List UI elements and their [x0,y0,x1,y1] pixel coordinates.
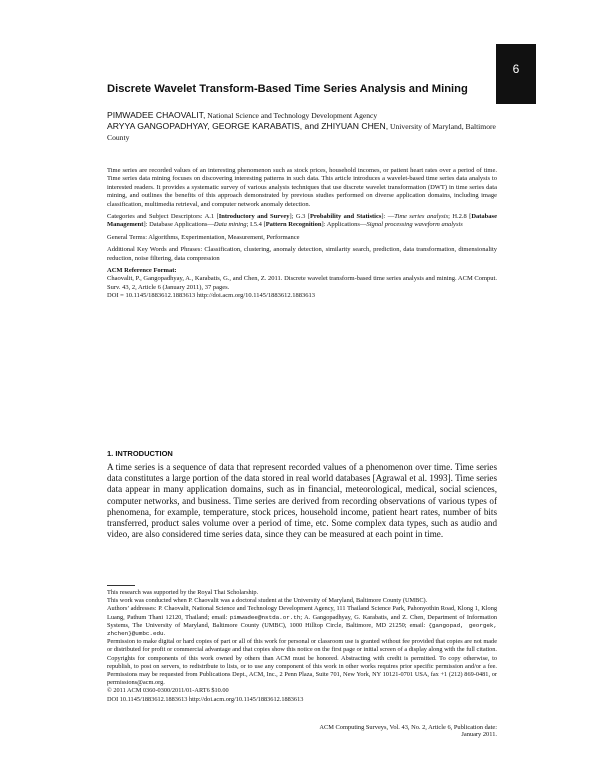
reference-line: Chaovalit, P., Gangopadhyay, A., Karabatis, G., and Chen, Z. 2011. Discrete wavelet transform-based time series analysis and mining. ACM Comput. Surv. 43, 2, Article 6 (January 2011), 37 pages. [107,275,497,291]
address-note [107,605,497,638]
email-link[interactable]: pimwadee@nstda.or.th [229,613,301,621]
support-note: This research was supported by the Royal Thai Scholarship. [107,589,259,596]
author-affiliation-1: National Science and Technology Development Agency [205,111,378,120]
copyright-line: © 2011 ACM 0360-0300/2011/01-ART6 $10.00 [107,687,229,695]
address-text: . [163,630,166,638]
abstract-text: Time series are recorded values of an interesting phenomenon such as stock prices, household incomes, or patient heart rates over a period of time. Time series data mining focuses on discovering interesting patterns in such data. This article introduces a wavelet-based time series data analysis to interested readers. It provides a systematic survey of various analysis techniques that use discrete wavelet transformation (DWT) in time series data mining, and outlines the benefits of this approach demonstrated by previous studies performed on diverse application domains, including image classification, multimedia retrieval, and computer network anomaly detection. [107,167,497,208]
author-name-2: ARYYA GANGOPADHYAY, GEORGE KARABATIS, and ZHIYUAN CHEN, [107,121,389,131]
running-footer: ACM Computing Surveys, Vol. 43, No. 2, Article 6, Publication date: January 2011. [319,724,497,738]
page-number-tab [496,44,536,104]
reference-heading: ACM Reference Format: [107,267,177,275]
permission-note: Permission to make digital or hard copies of part or all of this work for personal or classroom use is granted without fee provided that copies are not made or distributed for profit or commercial advantage and that copies show this notice on the first page or initial screen of a display along with the full citation. Copyrights for components of this work owned by others than ACM must be honored. Abstracting with credit is permitted. To copy otherwise, to republish, to post on servers, to redistribute to lists, or to use any component of this work in other works requires prior specific permission and/or a fee. Permissions may be requested from Publications Dept., ACM, Inc., 2 Penn Plaza, Suite 701, New York, NY 10121-0701 USA, fax +1 (212) 869-0481, or permissions@acm.org. [107,638,497,687]
categories-text: ; H.2.8 [ [448,213,472,221]
categories-text: ]: Database Applications— [143,221,214,229]
general-terms: General Terms: Algorithms, Experimentation, Measurement, Performance [107,233,300,241]
categories-text: ; I.5.4 [ [246,221,266,229]
footnotes [107,589,497,704]
work-note: This work was conducted when P. Chaovalit was a doctoral student at the University of Maryland, Baltimore County (UMBC). [107,597,428,605]
author-affiliation-2: University of Maryland, Baltimore County [107,122,496,142]
page-number: 6 [512,62,520,76]
section-heading: 1. INTRODUCTION [107,449,173,458]
intro-paragraph: A time series is a sequence of data that represent recorded values of a phenomenon over time. Time series data constitutes a large portion of the data stored in real world databases [Agrawal et al. 1993]. Time series data appear in many application domains, such as in financial, meteorological, medical, social sciences, computer networks, and business. Time series are derived from recording observations of various types of phenomena, for example, temperature, stock prices, household income, patient heart rates, number of bits transferred, product sales volume over a period of time, etc. Some complex data types, such as audio and video, are also considered time series data, since they can be measured at each point in time. [107,462,497,540]
category-italic: Time series analysis [394,213,449,221]
categories-text: ]: — [381,213,395,221]
category-bold: Pattern Recognition [265,221,322,229]
address-text: ; A. Gangopadhyay, G. Karabatis, and Z. Chen, Department of Information Systems, The University of Maryland, Baltimore County (UMBC), 1000 Hilltop Circle, Baltimore, MD 21250; email: [107,613,497,629]
author-name-1: PIMWADEE CHAOVALIT, [107,110,206,120]
author-block [107,110,497,143]
email-link[interactable]: {gangopad, georgek, zhchen}@umbc.edu [107,621,497,638]
category-bold: Probability and Statistics [309,213,382,221]
footnote-divider [107,585,135,586]
keywords: Additional Key Words and Phrases: Classification, clustering, anomaly detection, similarity search, prediction, data transformation, dimensionality reduction, noise filtering, data compression [107,246,497,262]
address-text: Authors’ addresses: P. Chaovalit, National Science and Technology Development Agency, 111 Thailand Science Park, Pahonyothin Road, Klong 1, Klong Luang, Pathum Thani 12120, Thailand; email: [107,605,497,621]
categories-text: ]: Applications— [321,221,367,229]
categories-text: Categories and Subject Descriptors: A.1 [ [107,213,219,221]
reference-doi: DOI = 10.1145/1883612.1883613 http://doi.acm.org/10.1145/1883612.1883613 [107,292,315,300]
category-bold: Database Management [107,213,497,229]
paper-title: Discrete Wavelet Transform-Based Time Series Analysis and Mining [107,83,468,95]
categories [107,213,497,230]
category-italic: Signal processing waveform analysis [366,221,463,229]
doi-line: DOI 10.1145/1883612.1883613 http://doi.acm.org/10.1145/1883612.1883613 [107,695,304,703]
abstract-block [107,167,497,301]
category-bold: Introductory and Survey [218,213,290,221]
reference-format [107,267,497,275]
categories-text: ]; G.3 [ [289,213,310,221]
category-italic: Data mining [213,221,247,229]
